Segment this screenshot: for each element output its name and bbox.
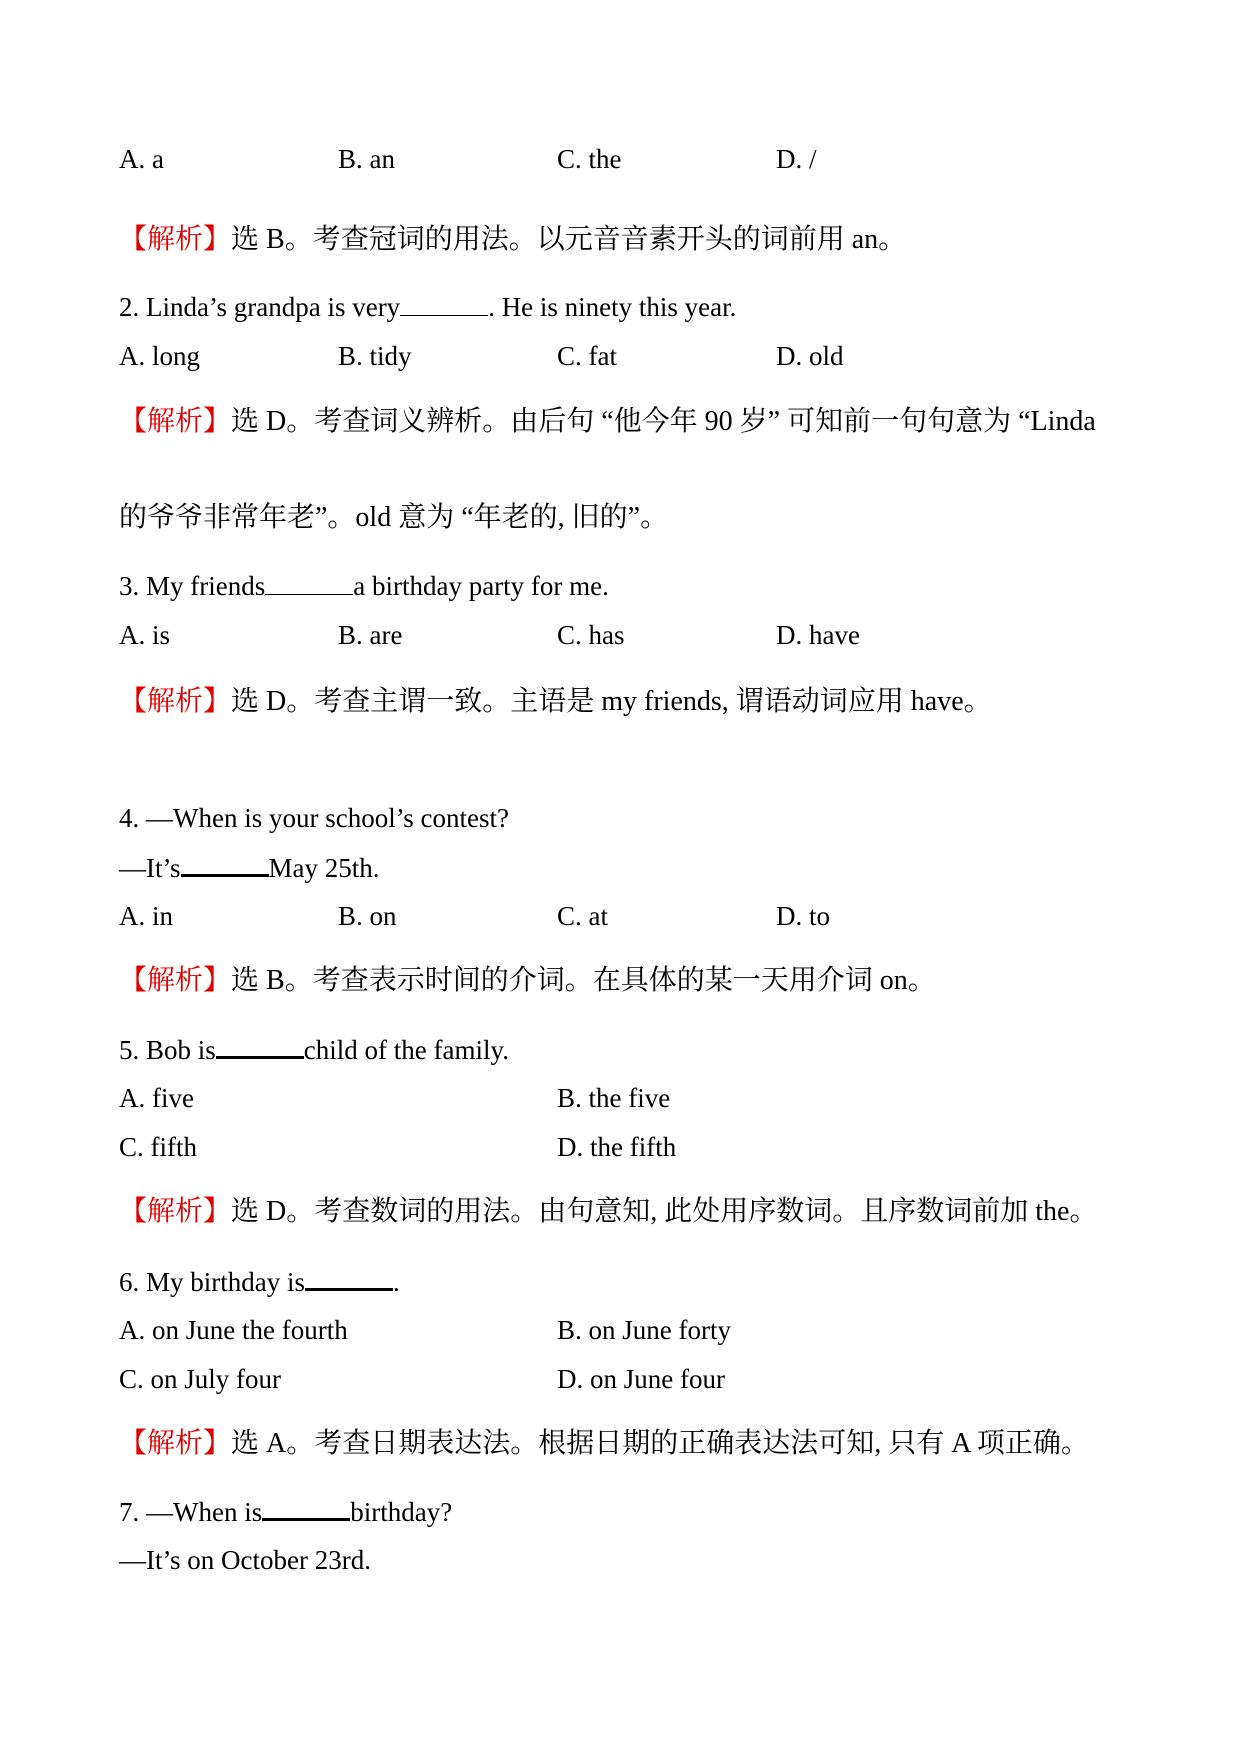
q4-option-c: C. at xyxy=(557,901,608,931)
q6-option-a: A. on June the fourth xyxy=(119,1315,348,1345)
q6-options-row1 xyxy=(119,1313,1019,1347)
q4-stem-after: May 25th. xyxy=(268,853,380,883)
q3-stem-after: a birthday party for me. xyxy=(353,571,609,601)
q5-options-row2 xyxy=(119,1130,1019,1164)
q6-stem-after: . xyxy=(393,1267,400,1297)
q7-stem-before: 7. —When is xyxy=(119,1497,263,1527)
analysis-tag: 【解析】 xyxy=(119,1196,232,1227)
q4-stem-line2 xyxy=(119,850,380,885)
analysis-tag: 【解析】 xyxy=(119,686,232,717)
q6-stem xyxy=(119,1264,400,1299)
q4-stem-line1: 4. —When is your school’s contest? xyxy=(119,803,509,833)
q6-stem-before: 6. My birthday is xyxy=(119,1267,305,1297)
q3-option-b: B. are xyxy=(338,620,403,650)
q5-stem-before: 5. Bob is xyxy=(119,1035,216,1065)
q1-options xyxy=(119,142,1019,176)
q4-analysis xyxy=(119,961,936,1001)
q3-blank xyxy=(265,570,353,595)
q7-blank xyxy=(262,1494,350,1521)
q4-option-a: A. in xyxy=(119,901,173,931)
q4-stem-before: —It’s xyxy=(119,853,181,883)
q2-options xyxy=(119,339,1019,373)
q5-analysis-text: 选 D。考查数词的用法。由句意知, 此处用序数词。且序数词前加 the。 xyxy=(231,1196,1098,1227)
q1-option-a: A. a xyxy=(119,144,164,174)
analysis-tag: 【解析】 xyxy=(119,1428,232,1459)
q4-option-b: B. on xyxy=(338,901,397,931)
q2-blank xyxy=(400,291,488,316)
q5-option-b: B. the five xyxy=(557,1083,671,1113)
q2-stem xyxy=(119,290,736,324)
q2-option-d: D. old xyxy=(776,341,844,371)
q1-analysis xyxy=(119,220,906,260)
q7-stem-line1 xyxy=(119,1494,452,1529)
q2-stem-before: 2. Linda’s grandpa is very xyxy=(119,292,401,322)
q3-options xyxy=(119,618,1019,652)
q2-option-b: B. tidy xyxy=(338,341,412,371)
q3-option-a: A. is xyxy=(119,620,171,650)
q6-blank xyxy=(305,1264,393,1291)
q3-stem-before: 3. My friends xyxy=(119,571,266,601)
q5-option-c: C. fifth xyxy=(119,1132,197,1162)
analysis-tag: 【解析】 xyxy=(119,965,232,996)
q3-analysis-text: 选 D。考查主谓一致。主语是 my friends, 谓语动词应用 have。 xyxy=(231,686,992,717)
q6-options-row2 xyxy=(119,1362,1019,1396)
q6-analysis-text: 选 A。考查日期表达法。根据日期的正确表达法可知, 只有 A 项正确。 xyxy=(231,1428,1089,1459)
q5-options-row1 xyxy=(119,1081,1019,1115)
q1-option-c: C. the xyxy=(557,144,622,174)
q5-blank xyxy=(216,1032,304,1059)
q3-stem xyxy=(119,569,609,603)
q2-analysis-text1: 选 D。考查词义辨析。由后句 “他今年 90 岁” 可知前一句句意为 “Linda xyxy=(231,406,1096,437)
q3-option-c: C. has xyxy=(557,620,625,650)
q2-stem-after: . He is ninety this year. xyxy=(488,292,737,322)
q2-analysis-line2: 的爷爷非常年老”。old 意为 “年老的, 旧的”。 xyxy=(119,502,669,533)
q3-option-d: D. have xyxy=(776,620,860,650)
q1-option-b: B. an xyxy=(338,144,395,174)
q6-option-d: D. on June four xyxy=(557,1364,725,1394)
q6-option-c: C. on July four xyxy=(119,1364,281,1394)
q5-option-a: A. five xyxy=(119,1083,194,1113)
q5-analysis xyxy=(119,1192,1097,1232)
q5-option-d: D. the fifth xyxy=(557,1132,677,1162)
q4-options xyxy=(119,899,1019,933)
q4-blank xyxy=(181,850,269,877)
q1-option-d: D. / xyxy=(776,144,817,174)
q7-stem-after: birthday? xyxy=(350,1497,453,1527)
q2-option-a: A. long xyxy=(119,341,200,371)
analysis-tag: 【解析】 xyxy=(119,224,232,255)
analysis-tag: 【解析】 xyxy=(119,406,232,437)
q3-analysis xyxy=(119,682,992,722)
q4-option-d: D. to xyxy=(776,901,830,931)
q4-analysis-text: 选 B。考查表示时间的介词。在具体的某一天用介词 on。 xyxy=(231,965,936,996)
q1-analysis-text: 选 B。考查冠词的用法。以元音音素开头的词前用 an。 xyxy=(231,224,907,255)
q6-analysis xyxy=(119,1424,1089,1464)
q6-option-b: B. on June forty xyxy=(557,1315,731,1345)
q2-option-c: C. fat xyxy=(557,341,617,371)
q5-stem-after: child of the family. xyxy=(303,1035,509,1065)
q7-stem-line2: —It’s on October 23rd. xyxy=(119,1545,371,1575)
q2-analysis-line1 xyxy=(119,402,1096,442)
q5-stem xyxy=(119,1032,509,1067)
